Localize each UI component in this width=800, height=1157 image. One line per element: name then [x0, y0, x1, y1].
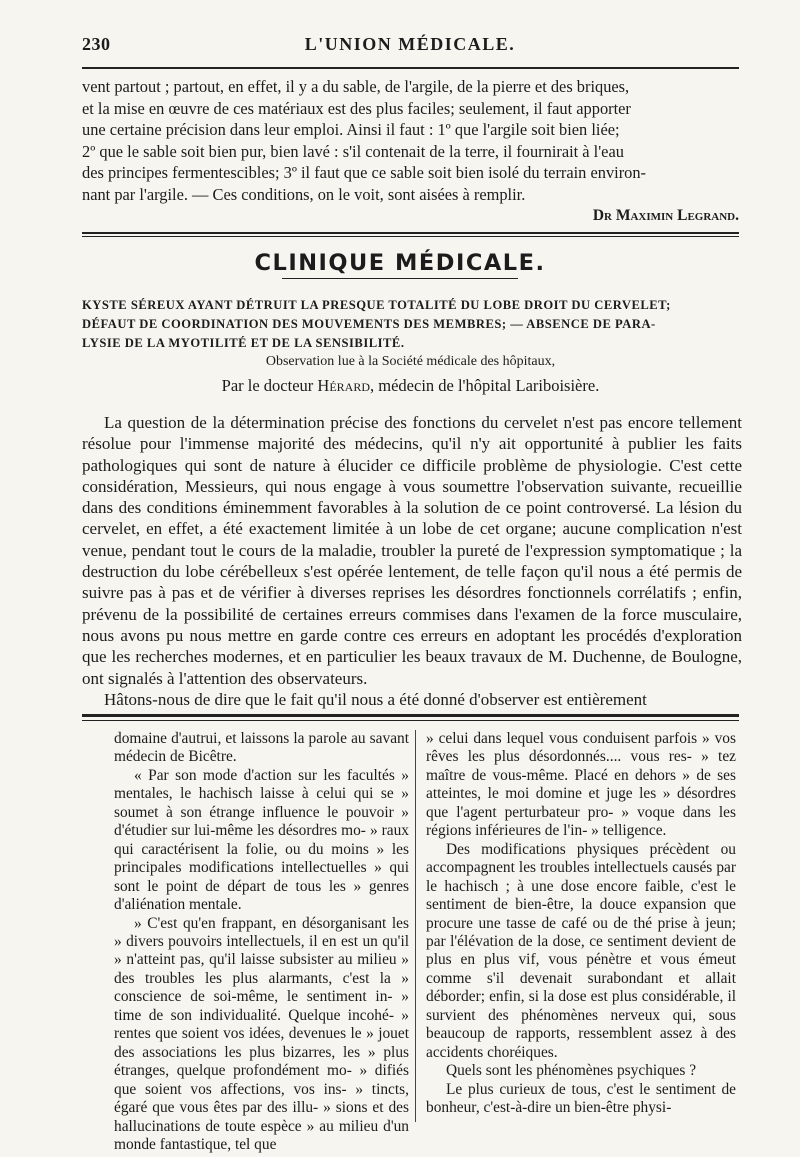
previous-article-line: vent partout ; partout, en effet, il y a du sable, de l'argile, de la pierre et des briques,: [82, 77, 630, 96]
article-subtitle: Observation lue à la Société médicale des hôpitaux,: [265, 354, 556, 369]
article-title-line: DÉFAUT DE COORDINATION DES MOUVEMENTS DES MEMBRES; — ABSENCE DE PARA-: [82, 317, 656, 331]
previous-article-line: nant par l'argile. — Ces conditions, on le voit, sont aisées à remplir.: [82, 184, 526, 204]
header-rule: [82, 67, 739, 69]
article-title-line: KYSTE SÉREUX AYANT DÉTRUIT LA PRESQUE TOTALITÉ DU LOBE DROIT DU CERVELET;: [82, 298, 671, 312]
article-paragraph: Hâtons-nous de dire que le fait qu'il nous a été donné d'observer est entièrement: [104, 689, 647, 709]
feuilleton-rule-top: [82, 714, 739, 717]
feuilleton-paragraph: Des modifications physiques précèdent ou accompagnent les troubles intellectuels causés par le hachisch ; à une dose encore faible, c'est le sentiment de bien-être, la douce expansion que procure une tasse de café ou de thé prise à jeun; par l'élévation de la dose, ce sentiment devient de plus en plus vif, vous pénètre et vous émeut comme s'il devenait surabondant et allait déborder; enfin, si la dose est plus considérable, il survient des phénomènes nerveux qui, sous beaucoup de rapports, ressemblent assez à des accidents choréiques.: [426, 840, 736, 1061]
running-head: [82, 34, 738, 58]
article-body: [82, 412, 742, 710]
article-paragraph: La question de la détermination précise des fonctions du cervelet n'est pas encore tellement résolue pour l'immense majorité des médecins, qu'il n'y ait opportunité à publier les faits pathologiques qui sont de nature à élucider ce difficile problème de physiologie. C'est cette considération, Messieurs, qui nous engage à vous soumettre l'observation suivante, recueillie dans des conditions éminemment favorables à la solution de ce point controversé. La lésion du cervelet, en effet, a été exactement limitée à un lobe de cet organe; aucune complication n'est venue, pendant tout le cours de la maladie, troubler la pureté de l'expression symptomatique ; la destruction du lobe cérébelleux s'est opérée lentement, de telle façon qu'il nous a été permis de suivre pas à pas et de vérifier à diverses reprises les désordres fonctionnels corrélatifs ; enfin, prévenu de la possibilité de certaines erreurs commises dans l'examen de la force musculaire, nous avons pu nous mettre en garde contre ces erreurs en adoptant les procédés d'exploration que les recherches modernes, et en particulier les beaux travaux de M. Duchenne, de Boulogne, ont signalés à l'attention des observateurs.: [82, 413, 742, 688]
feuilleton-rule-bottom: [82, 720, 739, 721]
feuilleton-left-column: [114, 730, 409, 1154]
feuilleton-paragraph: Quels sont les phénomènes psychiques ?: [446, 1062, 697, 1080]
section-double-rule-top: [82, 232, 739, 234]
article-title: [82, 296, 739, 353]
previous-article-line: 2º que le sable soit bien pur, bien lavé : s'il contenait de la terre, il fournirait à l'eau: [82, 141, 624, 161]
feuilleton-paragraph: domaine d'autrui, et laissons la parole au savant médecin de Bicêtre.: [114, 730, 409, 766]
feuilleton-quote: » C'est qu'en frappant, en désorganisant les » divers pouvoirs intellectuels, il en est un qu'il » n'atteint pas, qu'il laisse subsister au milieu » des troubles les plus alarmants, c'est la » conscience de soi-même, le sentiment in- » time de son individualité. Quelque incohé- » rentes que soient vos idées, devenues le » jouet des associations les plus bizarres, les » plus étranges, quelque profondément mo- » difiés que soient vos affections, vos ins- » tincts, égaré que vous êtes par des illu- » sions et des hallucinations de toute espèce » au milieu d'un monde fantastique, tel que: [114, 914, 409, 1153]
feuilleton-quote: « Par son mode d'action sur les facultés » mentales, le hachisch laisse à celui qui se » soumet à son étrange influence le pouvoir » d'étudier sur lui-même les désordres mo- » raux qui caractérisent la folie, ou du moins » les principales modifications intellectuelles » qui sont le point de départ de tous les » genres d'aliénation mentale.: [114, 766, 409, 914]
journal-title: L'UNION MÉDICALE.: [304, 34, 516, 54]
section-title-underline: [282, 278, 518, 279]
previous-article-line: des principes fermentescibles; 3º il faut que ce sable soit bien isolé du terrain environ-: [82, 163, 647, 182]
byline-author: Hérard: [317, 376, 371, 395]
feuilleton-paragraph: Le plus curieux de tous, c'est le sentiment de bonheur, c'est-à-dire un bien-être physi-: [426, 1080, 736, 1117]
feuilleton-right-column: [426, 730, 736, 1118]
section-title: CLINIQUE MÉDICALE.: [254, 250, 546, 276]
previous-article-conclusion: [82, 76, 739, 227]
article-title-line: LYSIE DE LA MYOTILITÉ ET DE LA SENSIBILITÉ.: [82, 336, 405, 350]
author-signature: Dr Maximin Legrand.: [592, 207, 739, 224]
previous-article-line: une certaine précision dans leur emploi. Ainsi il faut : 1º que l'argile soit bien liée;: [82, 120, 620, 139]
feuilleton-quote: » celui dans lequel vous conduisent parfois » vos rêves les plus désordonnés.... vous res- » tez maître de vous-même. Placé en dehors » de ses atteintes, le moi domine et juge les » désordres que l'agent perturbateur pro- » voque dans les régions inférieures de l'in- » telligence.: [426, 730, 736, 840]
previous-article-line: et la mise en œuvre de ces matériaux est des plus faciles; seulement, il faut apporter: [82, 98, 631, 118]
byline-suffix: , médecin de l'hôpital Lariboisière.: [370, 376, 600, 395]
page-number: 230: [82, 34, 111, 54]
column-divider: [415, 730, 416, 1122]
byline-prefix: Par le docteur: [221, 376, 318, 395]
article-byline: [82, 376, 739, 396]
section-double-rule-bottom: [82, 236, 739, 237]
